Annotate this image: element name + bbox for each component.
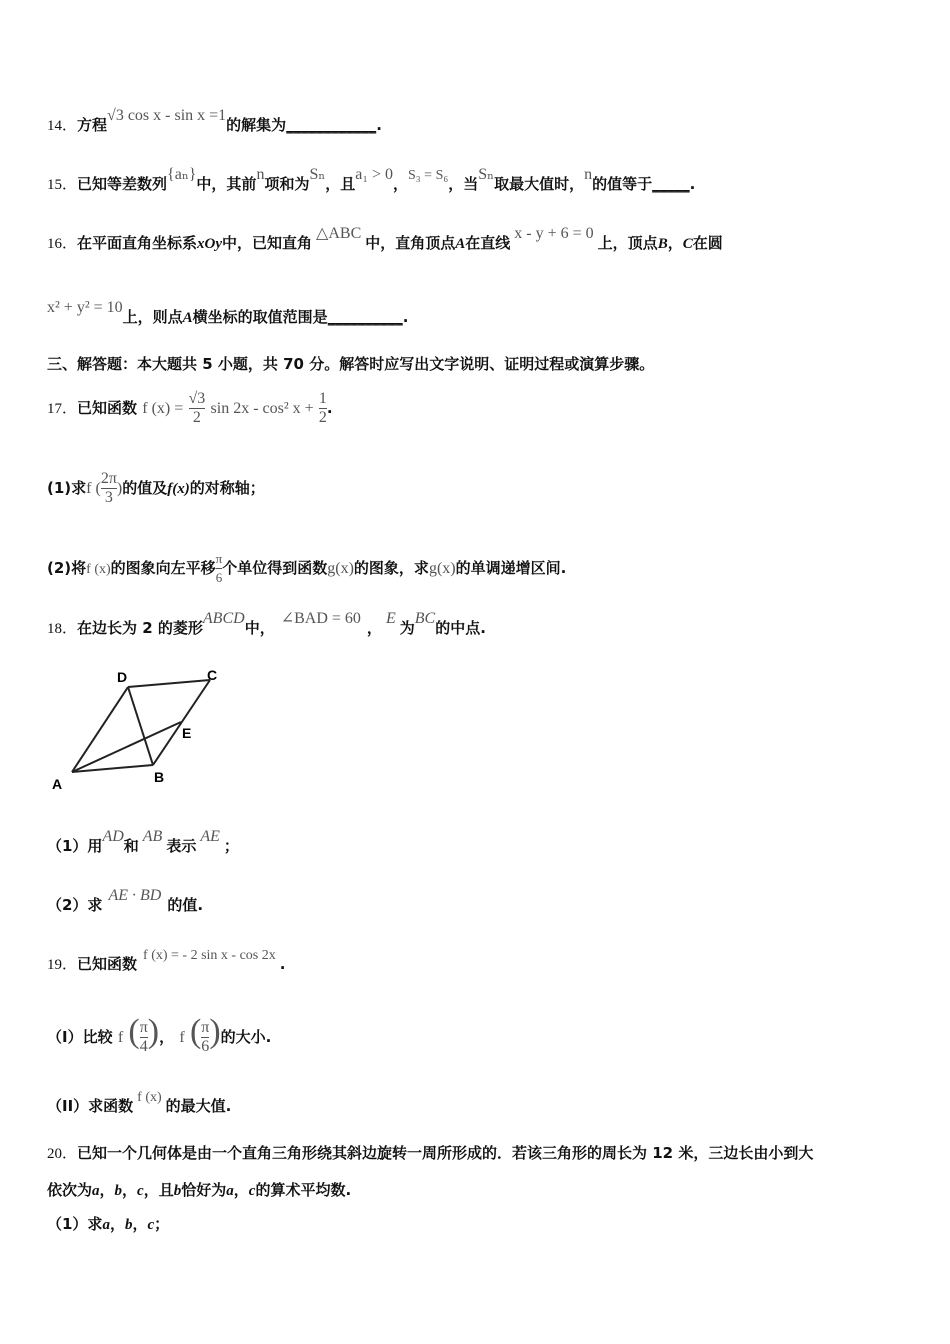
- section-heading: 三、解答题：本大题共 5 小题，共 70 分。解答时应写出文字说明、证明过程或演算步骤。: [47, 355, 655, 373]
- formula: BC: [414, 610, 436, 627]
- text: 表示: [166, 837, 197, 855]
- question-17-part2: [47, 550, 566, 588]
- formula: g(x): [428, 560, 456, 577]
- text: ，: [159, 1028, 175, 1046]
- question-number: 19．: [47, 957, 78, 973]
- text: 的算术平均数.: [255, 1181, 352, 1199]
- text: （1）求: [47, 1215, 103, 1233]
- question-19: [47, 948, 286, 976]
- formula-mid: sin 2x - cos² x +: [210, 400, 314, 417]
- denominator: 3: [104, 489, 113, 506]
- text: .: [689, 175, 696, 193]
- variable: a: [226, 1183, 234, 1199]
- formula: f (x): [137, 1090, 162, 1105]
- text: (1)求: [47, 479, 87, 497]
- formula: f (x) = - 2 sin x - cos 2x: [143, 948, 276, 963]
- variable: b: [173, 1183, 182, 1199]
- question-number: 20．: [47, 1146, 78, 1162]
- text: 依次为: [47, 1181, 93, 1199]
- text: 项和为: [264, 175, 310, 193]
- text: （2）求: [47, 896, 103, 914]
- denominator: 6: [201, 1038, 210, 1055]
- numerator: 1: [318, 390, 327, 407]
- denominator: 2: [318, 409, 327, 426]
- question-20-cont: [47, 1180, 351, 1201]
- fraction: [319, 390, 327, 427]
- variable: c: [248, 1183, 256, 1199]
- text: (2)将: [47, 559, 87, 577]
- text: ，: [132, 1215, 148, 1233]
- fraction: [201, 1019, 209, 1056]
- answer-blank: __________: [327, 308, 403, 326]
- variable: xOy: [197, 236, 223, 252]
- denominator: 2: [192, 409, 201, 426]
- text: 的解集为: [226, 116, 287, 134]
- text: 中，已知直角: [222, 234, 313, 252]
- formula: △ABC: [316, 225, 362, 242]
- denominator: 4: [139, 1038, 148, 1055]
- numerator: 2π: [100, 470, 117, 487]
- variable: a: [92, 1183, 100, 1199]
- numerator: √3: [188, 390, 206, 407]
- variable: f(x): [167, 481, 190, 497]
- text: 的值及: [122, 479, 168, 497]
- vector: AE: [200, 828, 220, 845]
- label-D: D: [117, 669, 128, 685]
- text: 的值.: [167, 896, 204, 914]
- question-18-part2: [47, 887, 204, 916]
- question-number: 18．: [47, 621, 78, 637]
- text: （I）比较: [47, 1028, 113, 1046]
- formula: E: [385, 610, 396, 627]
- question-18: [47, 610, 486, 639]
- numerator: π: [215, 551, 223, 566]
- formula: S₃ = S₆: [408, 168, 449, 183]
- formula: x - y + 6 = 0: [514, 225, 594, 242]
- formula: ): [116, 480, 123, 497]
- text: ，: [366, 619, 382, 637]
- formula: n: [256, 166, 265, 183]
- formula: f (x): [86, 562, 111, 577]
- formula: a₁ > 0: [355, 166, 393, 183]
- variable: B: [657, 236, 668, 252]
- text: 在平面直角坐标系: [77, 234, 198, 252]
- diagonal-DB: [128, 687, 153, 765]
- question-14: [47, 107, 382, 136]
- question-20: [47, 1143, 813, 1164]
- text: ，: [393, 175, 409, 193]
- formula: Sₙ: [478, 166, 495, 183]
- text: 上，顶点: [597, 234, 658, 252]
- variable: c: [137, 1183, 144, 1199]
- label-E: E: [182, 725, 192, 741]
- text: 的大小.: [220, 1028, 272, 1046]
- question-19-part1: [47, 1010, 271, 1060]
- label-B: B: [154, 769, 165, 785]
- text: 恰好为: [181, 1181, 227, 1199]
- formula: ∠BAD = 60: [280, 610, 361, 627]
- text: 中，直角顶点: [365, 234, 456, 252]
- edge-DC: [128, 680, 210, 687]
- text: 方程: [77, 116, 108, 134]
- question-15: [47, 166, 696, 196]
- text: 的中点.: [435, 619, 486, 637]
- question-19-part2: [47, 1090, 232, 1118]
- text: ，且: [143, 1181, 174, 1199]
- text: 的对称轴；: [189, 479, 265, 497]
- question-16: [47, 225, 723, 254]
- vector: AB: [142, 828, 163, 845]
- formula: n: [584, 166, 593, 183]
- answer-blank: ____________: [286, 116, 377, 134]
- variable: b: [124, 1217, 133, 1233]
- text: ；: [154, 1215, 170, 1233]
- text: 的值等于: [592, 175, 653, 193]
- variable: C: [682, 236, 693, 252]
- variable: A: [455, 236, 466, 252]
- text: 的单调递增区间.: [455, 559, 567, 577]
- variable: c: [147, 1217, 155, 1233]
- paren-close: ): [147, 1013, 160, 1050]
- text: 横坐标的取值范围是: [192, 308, 328, 326]
- text: 的最大值.: [165, 1097, 232, 1115]
- text: （II）求函数: [47, 1097, 134, 1115]
- answer-blank: _____: [652, 175, 690, 193]
- text: .: [326, 399, 333, 417]
- vector: AD: [102, 828, 124, 845]
- text: ，: [122, 1181, 138, 1199]
- text: 个单位得到函数: [222, 559, 328, 577]
- paren-close: ): [209, 1013, 221, 1050]
- formula: Sₙ: [309, 166, 326, 183]
- text: 中，其前: [196, 175, 257, 193]
- question-17-part1: [47, 470, 265, 507]
- text: ，: [667, 234, 683, 252]
- formula: x² + y² = 10: [47, 299, 123, 316]
- numerator: π: [201, 1019, 210, 1036]
- text: ，: [233, 1181, 249, 1199]
- formula: √3 cos x - sin x =1: [107, 107, 227, 124]
- text: 上，则点: [122, 308, 183, 326]
- question-20-part1: [47, 1214, 169, 1235]
- text: .: [279, 955, 286, 973]
- question-17: [47, 390, 333, 427]
- fraction: [101, 470, 117, 507]
- variable: a: [102, 1217, 110, 1233]
- text: 已知函数: [77, 399, 138, 417]
- question-18-part1: [47, 828, 239, 857]
- paren-open: (: [128, 1013, 140, 1050]
- text: 中，: [244, 619, 275, 637]
- formula: {aₙ}: [167, 166, 197, 183]
- text: ，: [109, 1215, 125, 1233]
- label-C: C: [207, 667, 218, 683]
- label-A: A: [52, 776, 63, 792]
- text: .: [376, 116, 382, 134]
- edge-BC: [153, 680, 210, 765]
- text: 已知等差数列: [77, 175, 168, 193]
- text: 已知一个几何体是由一个直角三角形绕其斜边旋转一周所形成的．若该三角形的周长为 12 米，三边长由小到大: [77, 1144, 814, 1162]
- formula-lhs: f (x) =: [142, 400, 184, 417]
- question-number: 17．: [47, 401, 78, 417]
- text: 在直线: [465, 234, 511, 252]
- formula: f: [179, 1029, 185, 1046]
- fraction: [189, 390, 206, 427]
- formula: f: [117, 1029, 124, 1046]
- variable: b: [114, 1183, 123, 1199]
- question-16-cont: [47, 299, 409, 328]
- text: ，当: [448, 175, 479, 193]
- formula: f (: [86, 480, 101, 497]
- text: （1）用: [47, 837, 103, 855]
- text: ；: [223, 837, 239, 855]
- text: 的图象，求: [353, 559, 429, 577]
- fraction: [140, 1019, 148, 1056]
- text: 的图象向左平移: [110, 559, 216, 577]
- numerator: π: [139, 1019, 148, 1036]
- variable: A: [182, 310, 193, 326]
- formula: ABCD: [202, 610, 245, 627]
- question-number: 15．: [47, 177, 78, 193]
- text: 为: [399, 619, 415, 637]
- text: 和: [123, 837, 139, 855]
- text: 取最大值时，: [494, 175, 585, 193]
- text: ，: [99, 1181, 115, 1199]
- text: 已知函数: [77, 955, 138, 973]
- text: ，且: [325, 175, 356, 193]
- formula: g(x): [327, 560, 354, 577]
- question-number: 16．: [47, 236, 78, 252]
- formula: AE · BD: [108, 887, 162, 904]
- rhombus-figure: [45, 660, 235, 795]
- text: .: [402, 308, 409, 326]
- paren-open: (: [189, 1013, 202, 1050]
- text: 在圆: [692, 234, 723, 252]
- text: 在边长为 2 的菱形: [77, 619, 203, 637]
- denominator: 6: [215, 570, 223, 585]
- question-number: 14．: [47, 118, 78, 134]
